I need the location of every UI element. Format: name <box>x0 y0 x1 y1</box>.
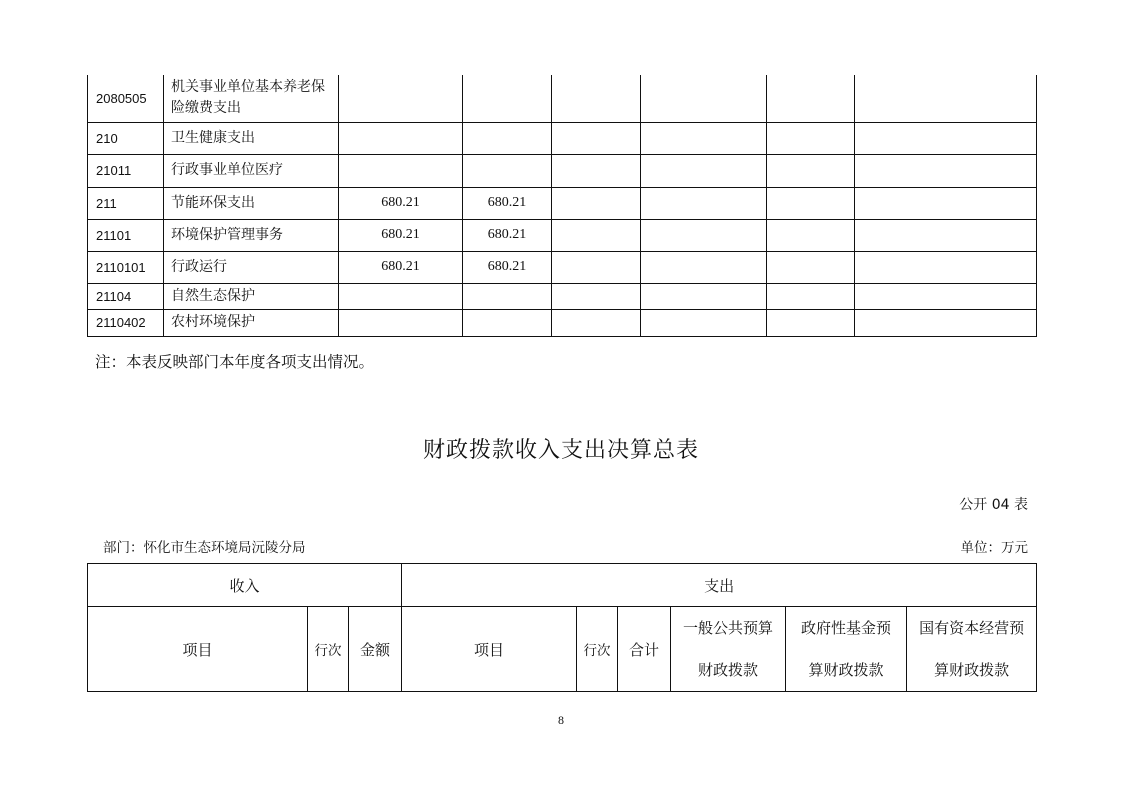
row-basic: 680.21 <box>463 219 552 251</box>
table-row <box>88 187 1037 219</box>
row-basic <box>463 75 552 122</box>
fiscal-summary-table <box>87 563 1037 692</box>
unit-label: 单位：万元 <box>960 540 1028 556</box>
row-basic <box>463 154 552 187</box>
row-total: 680.21 <box>339 251 463 283</box>
empty-cell <box>552 309 641 336</box>
state-capital-header: 国有资本经营预 算财政拨款 <box>907 607 1037 692</box>
row-name: 自然生态保护 <box>164 283 339 309</box>
row-basic <box>463 283 552 309</box>
expense-header: 支出 <box>402 564 1037 607</box>
gov-fund-header: 政府性基金预 算财政拨款 <box>786 607 907 692</box>
row-total <box>339 154 463 187</box>
row-code: 2110101 <box>88 251 164 283</box>
empty-cell <box>855 75 1037 122</box>
empty-cell <box>641 251 767 283</box>
empty-cell <box>641 187 767 219</box>
empty-cell <box>552 187 641 219</box>
empty-cell <box>641 154 767 187</box>
row-name: 农村环境保护 <box>164 309 339 336</box>
row-total <box>339 122 463 154</box>
row-code: 2080505 <box>88 75 164 122</box>
income-header: 收入 <box>88 564 402 607</box>
table-row <box>88 122 1037 154</box>
empty-cell <box>552 122 641 154</box>
empty-cell <box>552 251 641 283</box>
empty-cell <box>767 219 855 251</box>
expense-row-no-header: 行次 <box>577 607 618 692</box>
row-name: 行政事业单位医疗 <box>164 154 339 187</box>
department-label: 部门：怀化市生态环境局沅陵分局 <box>103 540 306 556</box>
row-basic <box>463 122 552 154</box>
row-total <box>339 75 463 122</box>
expenditure-detail-table <box>87 75 1037 337</box>
row-name: 卫生健康支出 <box>164 122 339 154</box>
empty-cell <box>767 283 855 309</box>
empty-cell <box>855 187 1037 219</box>
row-code: 21104 <box>88 283 164 309</box>
empty-cell <box>552 154 641 187</box>
general-budget-header: 一般公共预算 财政拨款 <box>671 607 786 692</box>
table-row <box>88 251 1037 283</box>
empty-cell <box>855 251 1037 283</box>
empty-cell <box>552 75 641 122</box>
page-number: 8 <box>558 713 564 727</box>
row-basic: 680.21 <box>463 251 552 283</box>
empty-cell <box>767 187 855 219</box>
empty-cell <box>855 122 1037 154</box>
row-code: 211 <box>88 187 164 219</box>
income-item-header: 项目 <box>88 607 308 692</box>
table-note: 注：本表反映部门本年度各项支出情况。 <box>95 353 375 371</box>
empty-cell <box>641 122 767 154</box>
empty-cell <box>767 122 855 154</box>
row-total <box>339 283 463 309</box>
row-code: 210 <box>88 122 164 154</box>
row-name: 节能环保支出 <box>164 187 339 219</box>
row-total: 680.21 <box>339 187 463 219</box>
empty-cell <box>855 309 1037 336</box>
row-total: 680.21 <box>339 219 463 251</box>
row-name: 环境保护管理事务 <box>164 219 339 251</box>
row-name: 机关事业单位基本养老保险缴费支出 <box>164 75 339 122</box>
row-basic <box>463 309 552 336</box>
income-row-no-header: 行次 <box>308 607 349 692</box>
row-total <box>339 309 463 336</box>
empty-cell <box>767 75 855 122</box>
empty-cell <box>552 283 641 309</box>
row-code: 2110402 <box>88 309 164 336</box>
amount-header: 金额 <box>349 607 402 692</box>
empty-cell <box>641 283 767 309</box>
page-title: 财政拨款收入支出决算总表 <box>422 438 699 463</box>
empty-cell <box>767 154 855 187</box>
empty-cell <box>855 219 1037 251</box>
empty-cell <box>767 251 855 283</box>
total-header: 合计 <box>618 607 671 692</box>
empty-cell <box>641 219 767 251</box>
table-row <box>88 75 1037 122</box>
empty-cell <box>855 154 1037 187</box>
row-code: 21011 <box>88 154 164 187</box>
table-row <box>88 154 1037 187</box>
empty-cell <box>767 309 855 336</box>
row-code: 21101 <box>88 219 164 251</box>
table-tag: 公开 04 表 <box>959 497 1028 513</box>
expense-item-header: 项目 <box>402 607 577 692</box>
row-name: 行政运行 <box>164 251 339 283</box>
table-row <box>88 309 1037 336</box>
table-row <box>88 283 1037 309</box>
empty-cell <box>552 219 641 251</box>
empty-cell <box>855 283 1037 309</box>
empty-cell <box>641 309 767 336</box>
empty-cell <box>641 75 767 122</box>
table-row <box>88 219 1037 251</box>
row-basic: 680.21 <box>463 187 552 219</box>
